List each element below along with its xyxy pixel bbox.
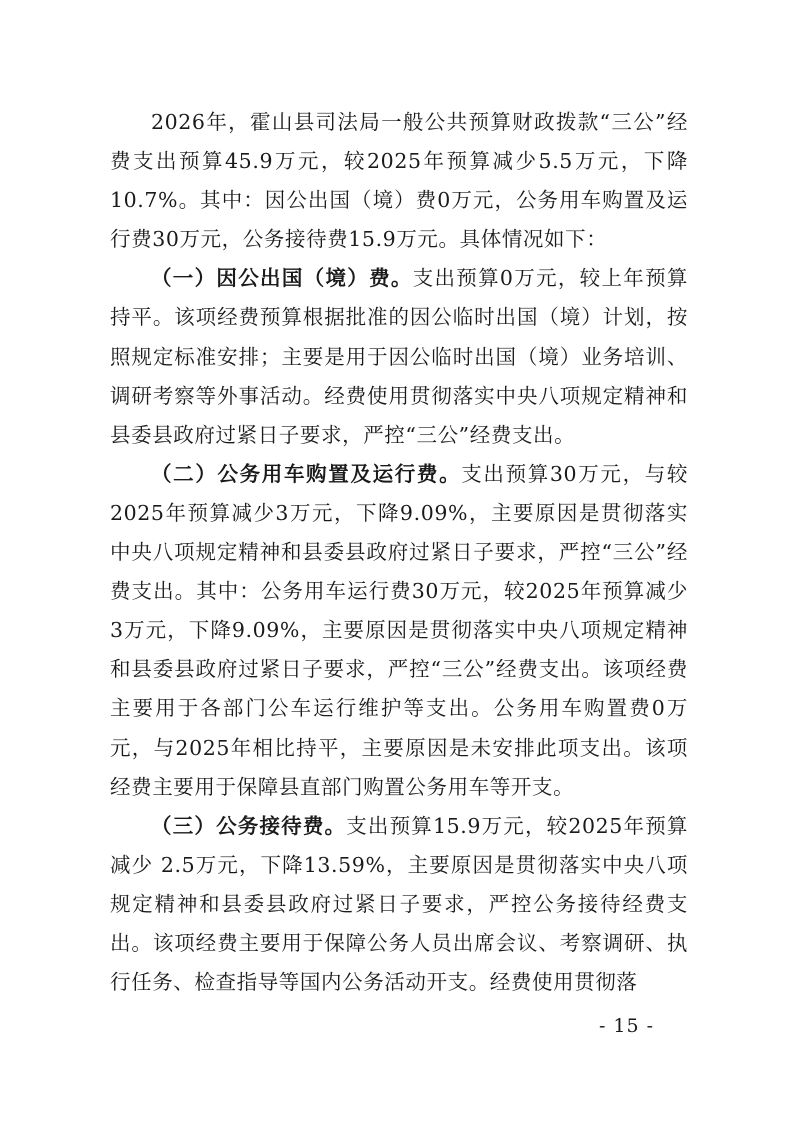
paragraph-official-vehicles <box>110 455 688 807</box>
paragraph-heading: （二）公务用车购置及运行费。 <box>151 461 462 486</box>
paragraph-intro <box>110 103 688 259</box>
paragraph-heading: （一）因公出国（境）费。 <box>151 266 413 291</box>
paragraph-overseas-travel <box>110 259 688 454</box>
body-text <box>110 103 688 1002</box>
page-number: - 15 - <box>598 1015 655 1037</box>
paragraph-official-reception <box>110 807 688 1002</box>
paragraph-text: 支出预算30万元，与较2025年预算减少3万元，下降9.09%，主要原因是贯彻落实中央八项规定精神和县委县政府过紧日子要求，严控“三公”经费支出。其中：公务用车运行费30万元，较2025年预算减少3万元，下降9.09%，主要原因是贯彻落实中央八项规定精神和县委县政府过紧日子要求，严控“三公”经费支出。该项经费主要用于各部门公车运行维护等支出。公务用车购置费0万元，与2025年相比持平，主要原因是未安排此项支出。该项经费主要用于保障县直部门购置公务用车等开支。 <box>110 461 689 799</box>
paragraph-text: 2026年，霍山县司法局一般公共预算财政拨款“三公”经费支出预算45.9万元，较2025年预算减少5.5万元，下降10.7%。其中：因公出国（境）费0万元，公务用车购置及运行费30万元，公务接待费15.9万元。具体情况如下： <box>110 110 688 252</box>
paragraph-text: 支出预算0万元，较上年预算持平。该项经费预算根据批准的因公临时出国（境）计划，按照规定标准安排；主要是用于因公临时出国（境）业务培训、调研考察等外事活动。经费使用贯彻落实中央八项规定精神和县委县政府过紧日子要求，严控“三公”经费支出。 <box>110 266 689 447</box>
paragraph-text: 支出预算15.9万元，较2025年预算减少 2.5万元，下降13.59%，主要原因是贯彻落实中央八项规定精神和县委县政府过紧日子要求，严控公务接待经费支出。该项经费主要用于保障公务人员出席会议、考察调研、执行任务、检查指导等国内公务活动开支。经费使用贯彻落 <box>110 813 688 995</box>
paragraph-heading: （三）公务接待费。 <box>151 813 347 838</box>
